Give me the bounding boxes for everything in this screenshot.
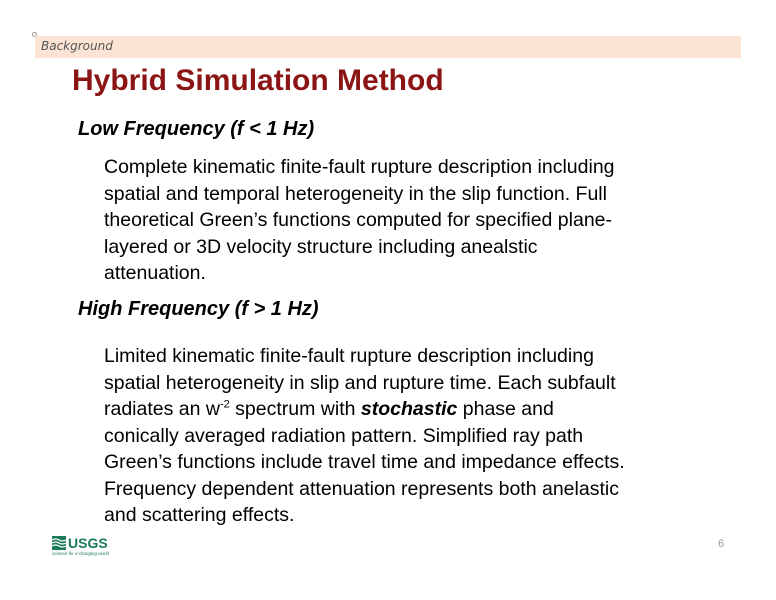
low-line-2: spatial and temporal heterogeneity in the slip function. Full <box>104 182 607 205</box>
low-frequency-heading: Low Frequency (f < 1 Hz) <box>78 118 315 140</box>
high-line-6: Frequency dependent attenuation represents both anelastic <box>104 477 619 500</box>
high-frequency-paragraph <box>104 343 704 529</box>
usgs-tagline: science for a changing world <box>52 551 110 556</box>
low-frequency-paragraph <box>104 154 704 287</box>
high-line-1: Limited kinematic finite-fault rupture description including <box>104 345 594 367</box>
section-label: Background <box>41 39 113 53</box>
high-line-5: Green’s functions include travel time and impedance effects. <box>104 451 625 473</box>
slide-title: Hybrid Simulation Method <box>72 64 444 97</box>
high-line-3-mid: spectrum with <box>229 398 361 420</box>
usgs-wordmark: USGS <box>68 535 108 551</box>
usgs-wave-icon <box>52 536 66 550</box>
high-line-3 <box>104 396 704 423</box>
section-header-band <box>35 36 741 58</box>
high-line-7: and scattering effects. <box>104 504 295 526</box>
stochastic-emphasis: stochastic <box>360 398 458 420</box>
high-line-3-pre: radiates an w <box>104 398 220 420</box>
low-line-5: attenuation. <box>104 262 206 284</box>
high-line-2: spatial heterogeneity in slip and rupture time. Each subfault <box>104 371 616 394</box>
omega-exponent: -2 <box>219 398 230 411</box>
high-frequency-heading: High Frequency (f > 1 Hz) <box>78 298 319 320</box>
high-line-3-post: phase and <box>457 398 554 420</box>
low-line-3: theoretical Green’s functions computed for specified plane- <box>104 209 613 231</box>
usgs-logo <box>52 535 112 557</box>
page-number: 6 <box>718 538 725 550</box>
low-line-4: layered or 3D velocity structure including anealstic <box>104 235 538 258</box>
low-line-1: Complete kinematic finite-fault rupture description including <box>104 156 615 178</box>
high-line-4: conically averaged radiation pattern. Simplified ray path <box>104 424 584 447</box>
